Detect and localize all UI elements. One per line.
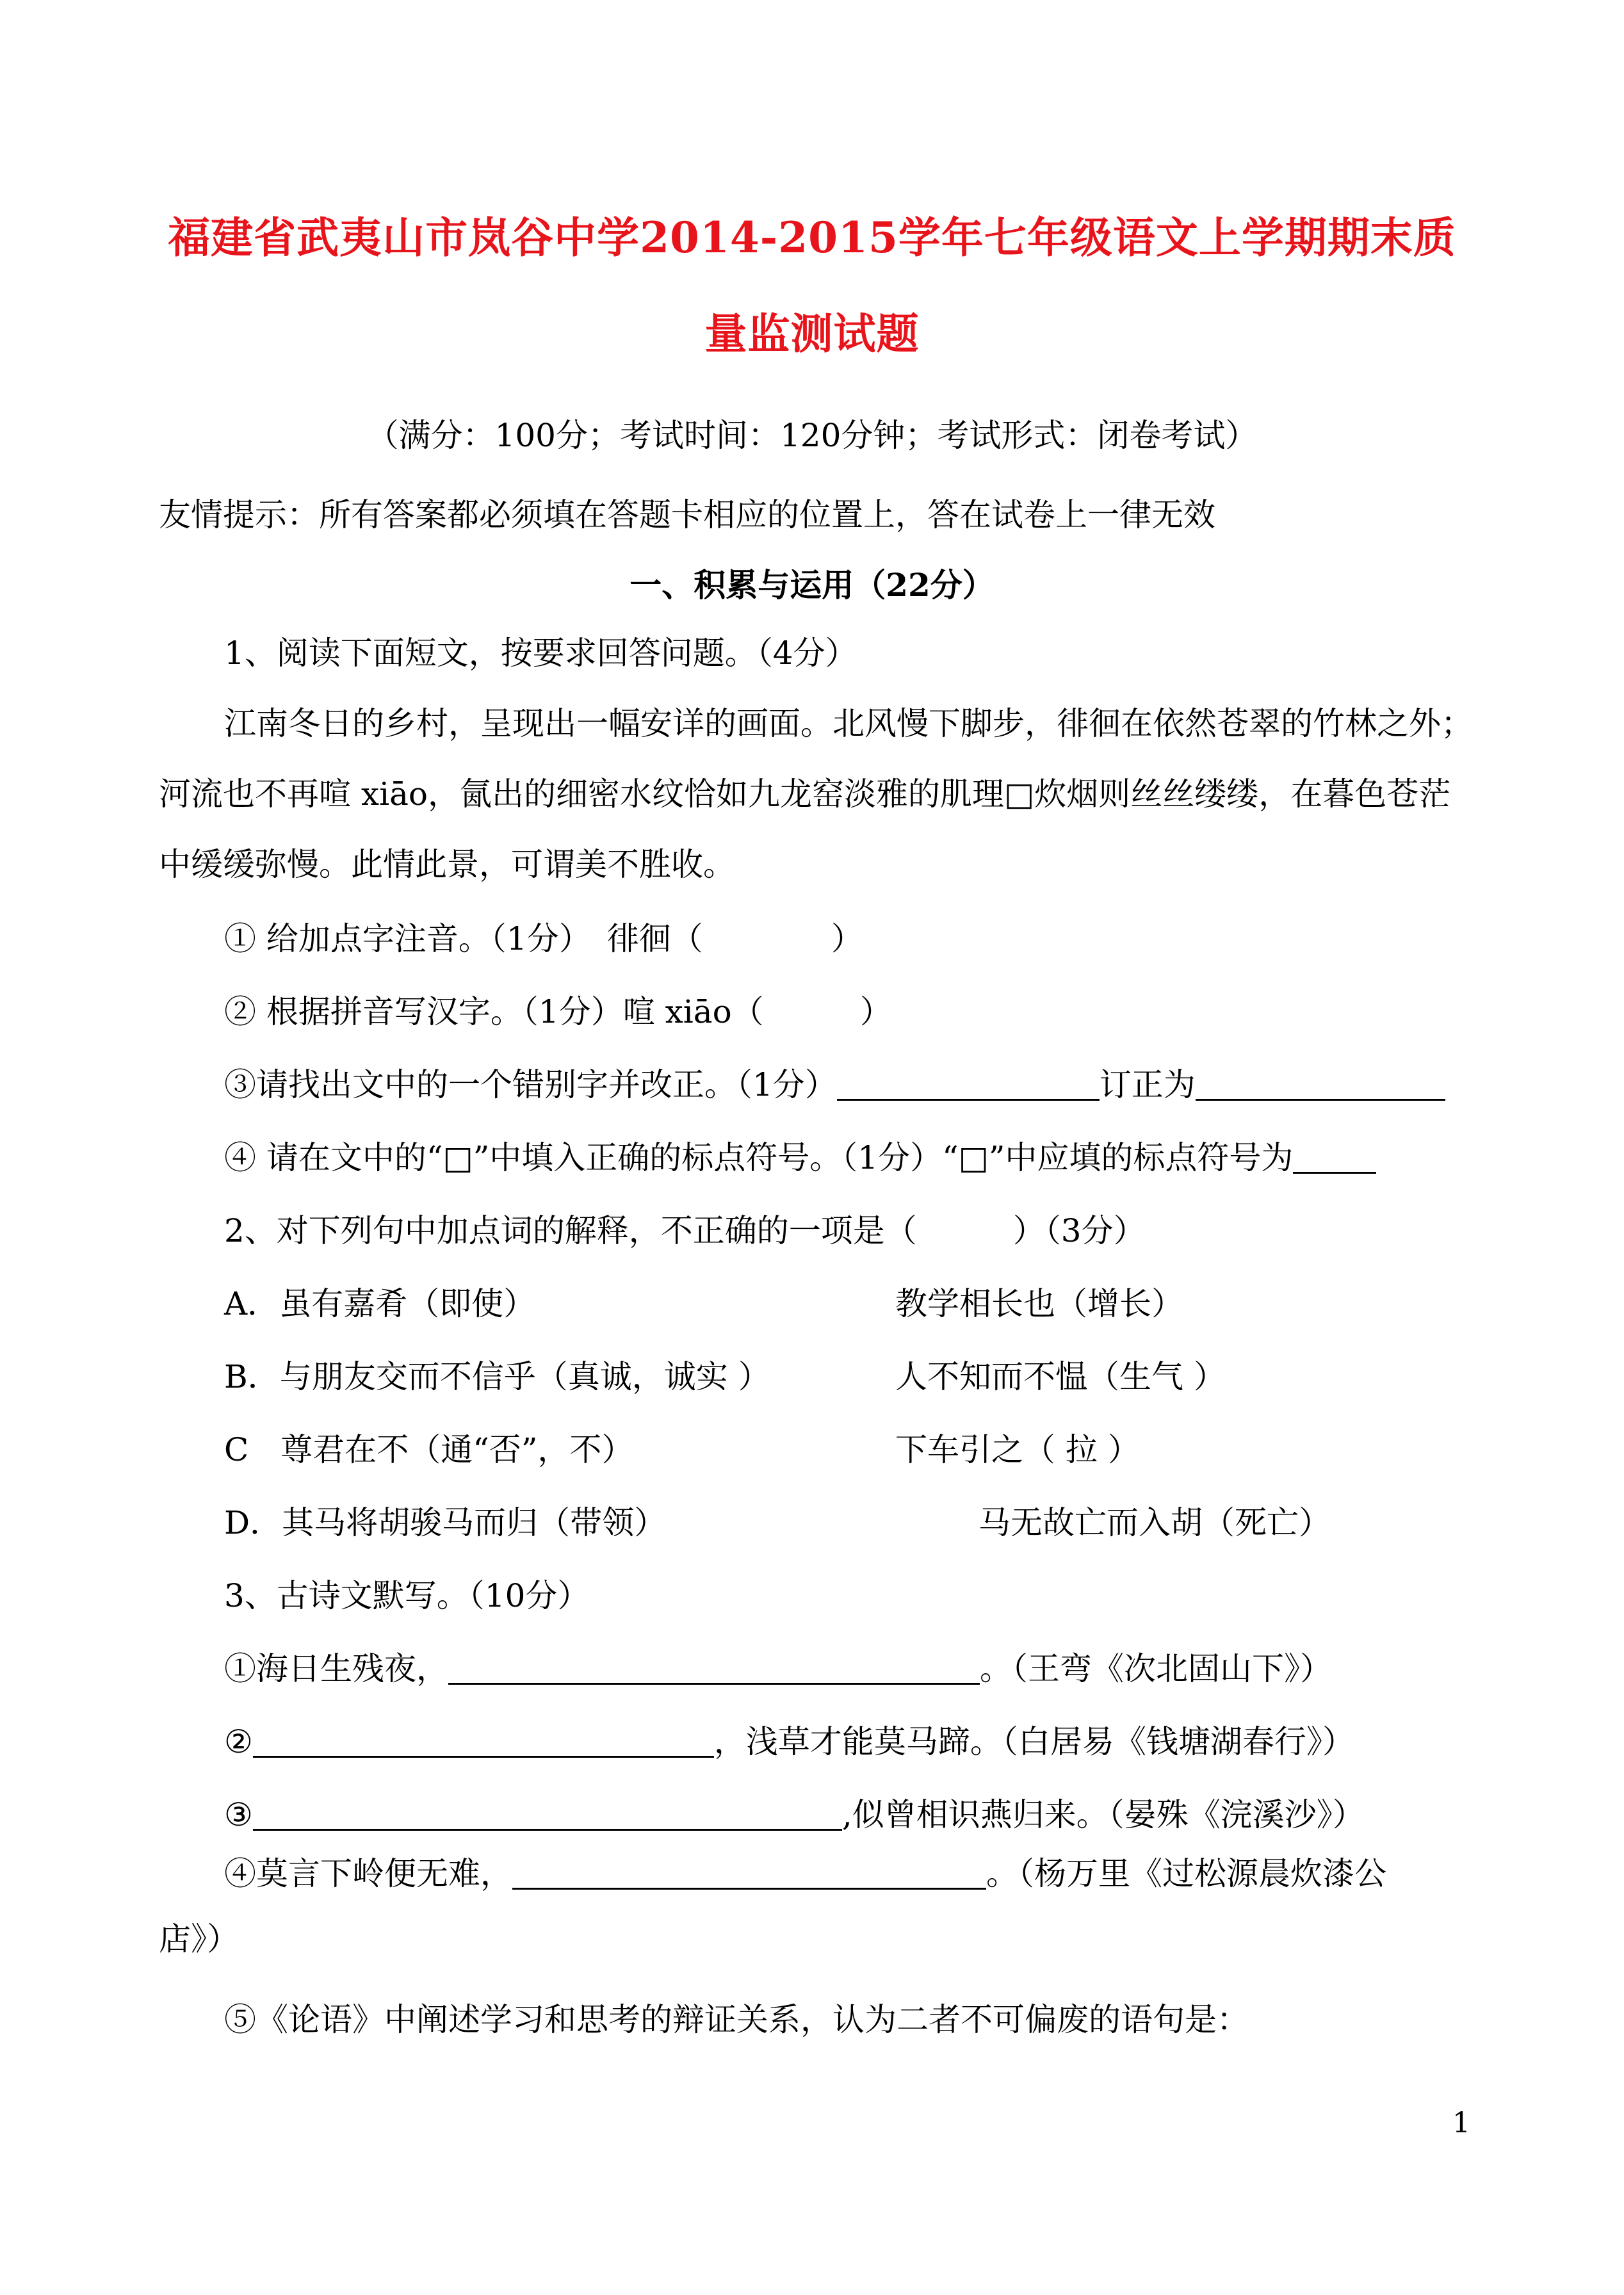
answer-blank[interactable] (837, 1067, 1100, 1101)
answer-blank[interactable] (512, 1856, 986, 1890)
doc-title-line2: 量监测试题 (704, 309, 920, 359)
q3-line4-continuation: 店》） (159, 1920, 239, 1958)
q3-line1-source: 。（王弯《次北固山下》） (980, 1650, 1332, 1687)
q3-line2-prompt: ② (224, 1723, 253, 1760)
q3-line5: ⑤《论语》中阐述学习和思考的辩证关系，认为二者不可偏废的语句是： (224, 2001, 1249, 2038)
q1-sub3-text: ③请找出文中的一个错别字并改正。（1分） (224, 1066, 837, 1103)
q3-line4-source: 。（杨万里《过松源晨炊漆公 (986, 1855, 1386, 1892)
q1-sub3-correction-label: 订正为 (1099, 1066, 1196, 1103)
q3-line4-prompt: ④莫言下岭便无难， (224, 1855, 512, 1892)
friendly-tip: 友情提示：所有答案都必须填在答题卡相应的位置上，答在试卷上一律无效 (159, 496, 1215, 533)
q1-passage-line3: 中缓缓弥慢。此情此景，可谓美不胜收。 (159, 846, 735, 883)
q2-option-c-left: C 尊君在不（通“否”，不） (224, 1431, 634, 1468)
answer-blank[interactable] (1196, 1067, 1445, 1101)
q1-sub1: ① 给加点字注音。（1分） 徘徊（ ） (224, 920, 863, 957)
answer-blank[interactable] (1293, 1140, 1376, 1174)
q3-line1 (224, 1650, 1332, 1688)
q1-sub3 (224, 1066, 1445, 1104)
q3-stem: 3、古诗文默写。（10分） (224, 1577, 590, 1614)
q2-option-d-right: 马无故亡而入胡（死亡） (978, 1504, 1331, 1541)
q3-line3 (224, 1796, 1365, 1834)
q1-sub4-text: ④ 请在文中的“□”中填入正确的标点符号。（1分）“□”中应填的标点符号为 (224, 1139, 1294, 1176)
section-heading-1: 一、积累与运用（22分） (629, 566, 995, 604)
exam-info: （满分：100分；考试时间：120分钟；考试形式：闭卷考试） (366, 417, 1258, 454)
q2-option-b-right: 人不知而不愠（生气 ） (895, 1358, 1226, 1395)
q2-option-d-left: D．其马将胡骏马而归（带领） (224, 1504, 667, 1541)
q3-line3-source: ,似曾相识燕归来。（晏殊《浣溪沙》） (841, 1796, 1365, 1833)
q1-passage-line1: 江南冬日的乡村，呈现出一幅安详的画面。北风慢下脚步，徘徊在依然苍翠的竹林之外； (224, 705, 1473, 742)
q1-sub2: ② 根据拼音写汉字。（1分）喧 xiāo（ ） (224, 993, 892, 1030)
doc-title-line1: 福建省武夷山市岚谷中学2014-2015学年七年级语文上学期期末质 (168, 213, 1456, 263)
q3-line2-source: ，浅草才能莫马蹄。（白居易《钱塘湖春行》） (713, 1723, 1354, 1760)
q3-line3-prompt: ③ (224, 1796, 253, 1833)
q1-stem: 1、阅读下面短文，按要求回答问题。（4分） (224, 635, 857, 672)
page-number: 1 (1452, 2107, 1470, 2139)
q2-option-a-left: A．虽有嘉肴（即使） (224, 1285, 536, 1322)
q3-line4 (224, 1854, 1386, 1893)
q3-line1-prompt: ①海日生残夜， (224, 1650, 448, 1687)
q2-option-c-right: 下车引之（ 拉 ） (895, 1431, 1140, 1468)
q2-option-a-right: 教学相长也（增长） (895, 1285, 1183, 1322)
answer-blank[interactable] (253, 1724, 714, 1758)
q1-sub4 (224, 1139, 1376, 1177)
q3-line2 (224, 1723, 1354, 1761)
q2-option-b-left: B．与朋友交而不信乎（真诚，诚实 ） (224, 1358, 770, 1395)
answer-blank[interactable] (253, 1797, 842, 1831)
q1-passage-line2: 河流也不再喧 xiāo，氤出的细密水纹恰如九龙窑淡雅的肌理□炊烟则丝丝缕缕，在暮色苍茫 (159, 775, 1451, 813)
answer-blank[interactable] (448, 1651, 980, 1685)
q2-stem: 2、对下列句中加点词的解释，不正确的一项是（ ）（3分） (224, 1212, 1146, 1249)
